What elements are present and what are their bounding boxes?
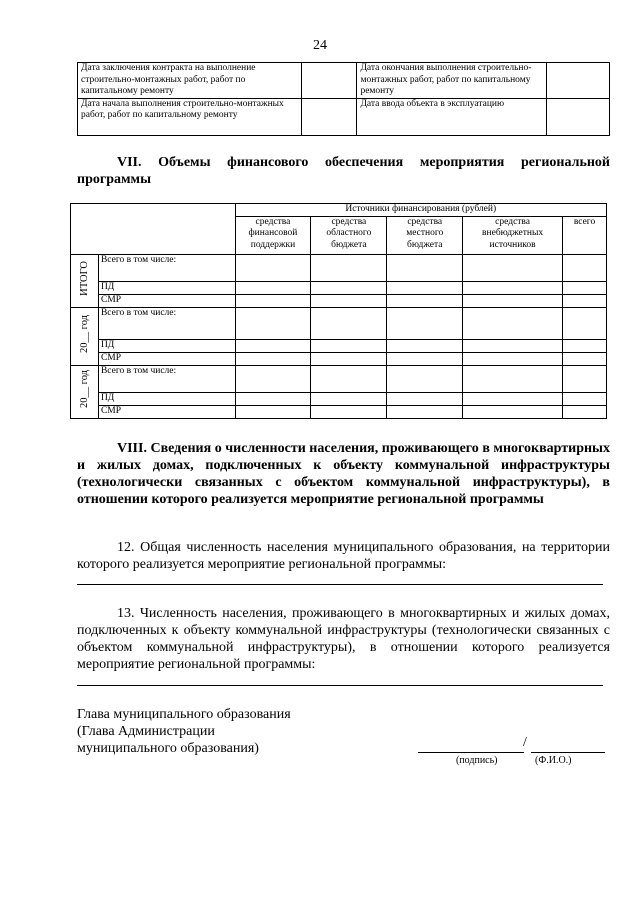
col-financial-support: средства финансовой поддержки [235,216,311,254]
table-row [78,63,610,99]
works-end-date-value [547,63,610,99]
table-row [71,365,607,392]
table-row [71,281,607,294]
row-label: ПД [98,392,235,405]
finance-table [70,203,607,419]
col-regional-budget: средства областного бюджета [311,216,387,254]
table-row [71,352,607,365]
table-row [71,307,607,339]
works-start-date-value [301,98,357,135]
sources-header: Источники финансирования (рублей) [235,204,606,217]
full-name-line [531,752,605,753]
table-row [71,294,607,307]
signature-title-line2: (Глава Администрации [77,724,215,739]
table-row [71,392,607,405]
group-label-year: 20__ год [71,365,99,418]
row-label: Всего в том числе: [98,307,235,339]
row-label: Всего в том числе: [98,365,235,392]
row-label: СМР [98,294,235,307]
table-row [71,405,607,418]
col-total: всего [563,216,607,254]
section-7-heading: VII. Объемы финансового обеспечения мероприятия региональной программы [77,155,610,187]
works-start-date-label: Дата начала выполнения строительно-монтажных работ, работ по капитальному ремонту [78,98,302,135]
item-12-text: 12. Общая численность населения муниципального образования, на территории которого реализуется мероприятие региональной программы: [77,540,610,572]
row-label: СМР [98,352,235,365]
table-row [71,254,607,281]
col-extrabudgetary: средства внебюджетных источников [463,216,563,254]
table-row [71,339,607,352]
row-label: ПД [98,339,235,352]
full-name-caption: (Ф.И.О.) [535,755,572,766]
group-label-total: ИТОГО [71,254,99,307]
commissioning-date-label: Дата ввода объекта в эксплуатацию [357,98,547,135]
group-label-year: 20__ год [71,307,99,365]
works-end-date-label: Дата окончания выполнения строительно-монтажных работ, работ по капитальному ремонту [357,63,547,99]
contract-date-value [301,63,357,99]
header-empty-cell [71,204,236,255]
signature-line [418,752,524,753]
table-header-row [71,204,607,217]
contract-date-label: Дата заключения контракта на выполнение строительно-монтажных работ, работ по капитальному ремонту [78,63,302,99]
signature-title-line3: муниципального образования) [77,741,259,756]
signature-separator: / [523,735,527,750]
item-13-fill-line [77,685,603,686]
page-number: 24 [313,38,327,53]
item-13-text: 13. Численность населения, проживающего в многоквартирных и жилых домах, подключенных к объекту коммунальной инфраструктуры (технологически связанных с объектом коммунальной инфраструктуры), в отношении которого реализуется мероприятие региональной программы: [77,606,610,672]
row-label: Всего в том числе: [98,254,235,281]
section-8-heading: VIII. Сведения о численности населения, проживающего в многоквартирных и жилых домах, подключенных к объекту коммунальной инфраструктуры (технологически связанных с объектом коммунальной инфраструктуры), в отношении которого реализуется мероприятие региональной программы [77,441,610,507]
item-12-fill-line [77,584,603,585]
row-label: ПД [98,281,235,294]
col-local-budget: средства местного бюджета [387,216,463,254]
commissioning-date-value [547,98,610,135]
signature-title-line1: Глава муниципального образования [77,707,291,722]
table-row [78,98,610,135]
row-label: СМР [98,405,235,418]
contract-dates-table [77,62,610,136]
signature-caption: (подпись) [456,755,498,766]
